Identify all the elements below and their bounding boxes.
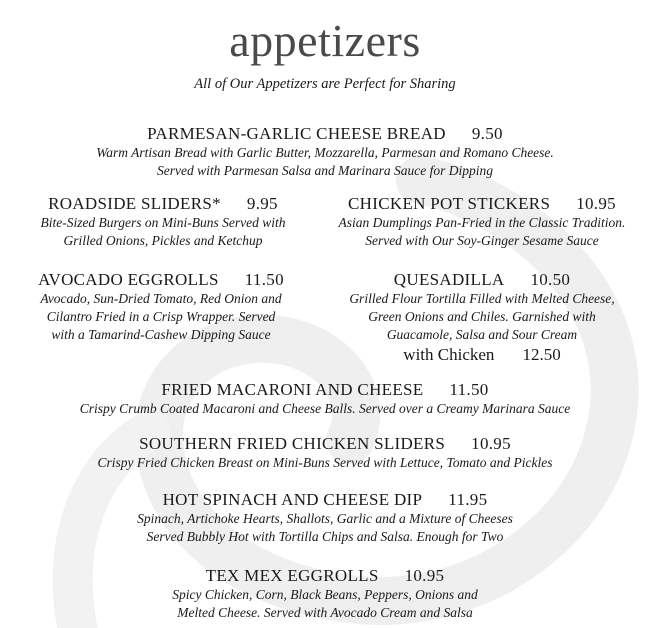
menu-item-avocado-eggrolls: [6, 270, 316, 344]
description-line: Cilantro Fried in a Crisp Wrapper. Served: [46, 309, 276, 324]
description-line: Spinach, Artichoke Hearts, Shallots, Garlic and a Mixture of Cheeses: [137, 511, 513, 526]
item-description: [0, 510, 650, 546]
description-line: Green Onions and Chiles. Garnished with: [368, 309, 596, 324]
description-line: Served with Parmesan Salsa and Marinara Sauce for Dipping: [157, 163, 493, 178]
menu-item-hot-spinach-and-cheese-dip: [0, 490, 650, 546]
description-line: Warm Artisan Bread with Garlic Butter, Mozzarella, Parmesan and Romano Cheese.: [96, 145, 554, 160]
item-heading: [0, 380, 650, 400]
item-heading: [322, 270, 642, 290]
item-name: TEX MEX EGGROLLS: [205, 566, 379, 585]
item-price: 11.50: [449, 380, 489, 399]
item-description: [0, 586, 650, 622]
item-name: HOT SPINACH AND CHEESE DIP: [162, 490, 423, 509]
item-price: 9.50: [471, 124, 503, 143]
item-price: 10.95: [404, 566, 445, 585]
item-description: [0, 400, 650, 418]
item-heading: [0, 124, 650, 144]
item-name: FRIED MACARONI AND CHEESE: [161, 380, 424, 399]
item-heading: [6, 270, 316, 290]
item-description: [10, 214, 316, 250]
add-on-price: 12.50: [522, 345, 561, 364]
item-heading: [0, 566, 650, 586]
add-on-label: with Chicken: [403, 345, 495, 364]
item-price: 10.95: [576, 194, 616, 213]
description-line: Guacamole, Salsa and Sour Cream: [386, 327, 578, 342]
menu-item-tex-mex-eggrolls: [0, 566, 650, 622]
description-line: Grilled Onions, Pickles and Ketchup: [63, 233, 263, 248]
menu-item-quesadilla: [322, 270, 642, 365]
item-price: 10.50: [530, 270, 571, 289]
description-line: Served Bubbly Hot with Tortilla Chips and Salsa. Enough for Two: [146, 529, 504, 544]
item-heading: [10, 194, 316, 214]
description-line: Crispy Crumb Coated Macaroni and Cheese Balls. Served over a Creamy Marinara Sauce: [79, 401, 571, 416]
item-price: 10.95: [471, 434, 511, 453]
menu-item-parmesan-garlic-cheese-bread: [0, 124, 650, 180]
menu-item-fried-macaroni-and-cheese: [0, 380, 650, 418]
item-description: [322, 290, 642, 344]
menu-item-roadside-sliders: [10, 194, 316, 250]
item-name: AVOCADO EGGROLLS: [38, 270, 219, 289]
description-line: Grilled Flour Tortilla Filled with Melted Cheese,: [349, 291, 615, 306]
description-line: Crispy Fried Chicken Breast on Mini-Buns Served with Lettuce, Tomato and Pickles: [97, 455, 553, 470]
item-name: QUESADILLA: [393, 270, 505, 289]
item-name: PARMESAN-GARLIC CHEESE BREAD: [147, 124, 446, 143]
menu-item-chicken-pot-stickers: [324, 194, 640, 250]
description-line: Spicy Chicken, Corn, Black Beans, Peppers, Onions and: [172, 587, 478, 602]
item-name: CHICKEN POT STICKERS: [348, 194, 551, 213]
description-line: Served with Our Soy-Ginger Sesame Sauce: [365, 233, 599, 248]
item-price: 11.50: [244, 270, 284, 289]
item-heading: [0, 490, 650, 510]
page-title: appetizers: [229, 15, 421, 66]
item-name: SOUTHERN FRIED CHICKEN SLIDERS: [139, 434, 446, 453]
item-heading: [324, 194, 640, 214]
description-line: Bite-Sized Burgers on Mini-Buns Served with: [40, 215, 286, 230]
description-line: Avocado, Sun-Dried Tomato, Red Onion and: [40, 291, 282, 306]
item-description: [324, 214, 640, 250]
item-heading: [0, 434, 650, 454]
item-description: [0, 144, 650, 180]
item-description: [6, 290, 316, 344]
item-add-on: [322, 345, 642, 365]
description-line: with a Tamarind-Cashew Dipping Sauce: [51, 327, 271, 342]
page-subtitle: All of Our Appetizers are Perfect for Sharing: [194, 76, 456, 92]
menu-item-southern-fried-chicken-sliders: [0, 434, 650, 472]
description-line: Asian Dumplings Pan-Fried in the Classic Tradition.: [338, 215, 626, 230]
item-price: 11.95: [448, 490, 488, 509]
item-price: 9.95: [246, 194, 278, 213]
item-name: ROADSIDE SLIDERS*: [48, 194, 221, 213]
description-line: Melted Cheese. Served with Avocado Cream and Salsa: [177, 605, 473, 620]
item-description: [0, 454, 650, 472]
